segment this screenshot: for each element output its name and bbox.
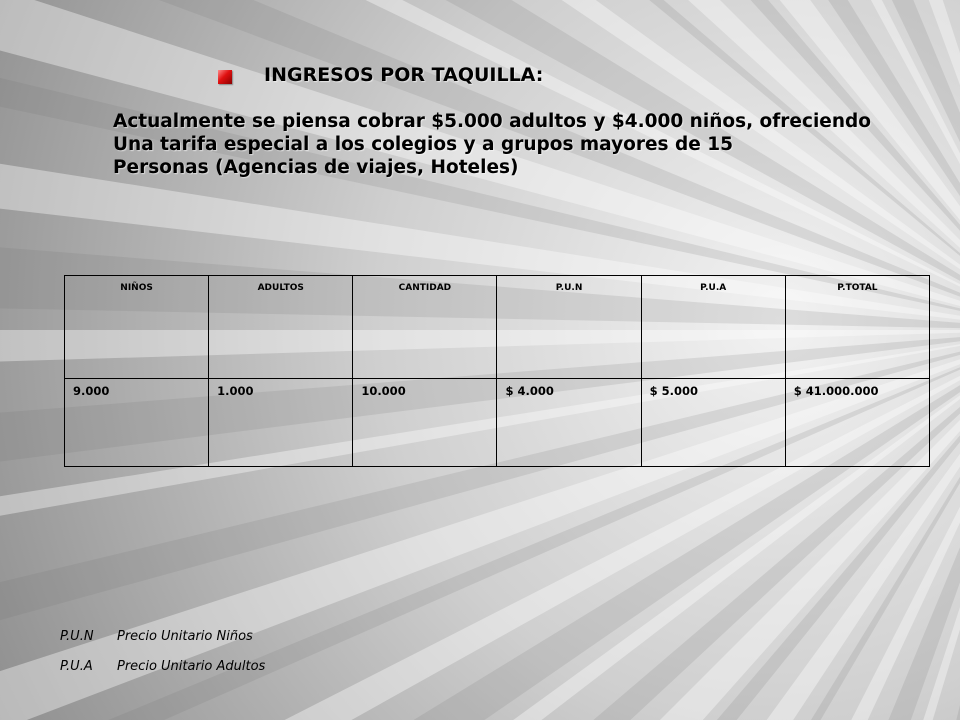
column-header-adultos: ADULTOS <box>209 276 353 379</box>
ticket-income-table <box>64 275 930 467</box>
cell-ptotal: $ 41.000.000 <box>785 379 929 467</box>
cell-pun: $ 4.000 <box>497 379 641 467</box>
description-paragraph <box>113 110 913 179</box>
legend-text: Precio Unitario Adultos <box>117 659 266 674</box>
description-line: Una tarifa especial a los colegios y a grupos mayores de 15 <box>113 134 733 155</box>
column-header-pun: P.U.N <box>497 276 641 379</box>
abbreviation-legend <box>60 626 265 686</box>
description-line: Personas (Agencias de viajes, Hoteles) <box>113 157 519 178</box>
column-header-cantidad: CANTIDAD <box>353 276 497 379</box>
description-line: Actualmente se piensa cobrar $5.000 adultos y $4.000 niños, ofreciendo <box>113 111 871 132</box>
cell-adultos: 1.000 <box>209 379 353 467</box>
cell-pua: $ 5.000 <box>641 379 785 467</box>
column-header-ninos: NIÑOS <box>65 276 209 379</box>
column-header-pua: P.U.A <box>641 276 785 379</box>
legend-abbr: P.U.N <box>60 629 94 644</box>
legend-item <box>60 656 265 686</box>
cell-ninos: 9.000 <box>65 379 209 467</box>
bullet-icon <box>218 70 232 84</box>
legend-abbr: P.U.A <box>60 659 93 674</box>
page-title: INGRESOS POR TAQUILLA: <box>264 64 544 86</box>
legend-text: Precio Unitario Niños <box>117 629 253 644</box>
column-header-ptotal: P.TOTAL <box>785 276 929 379</box>
legend-item <box>60 626 265 656</box>
table-row <box>65 379 930 467</box>
cell-cantidad: 10.000 <box>353 379 497 467</box>
table-header-row <box>65 276 930 379</box>
